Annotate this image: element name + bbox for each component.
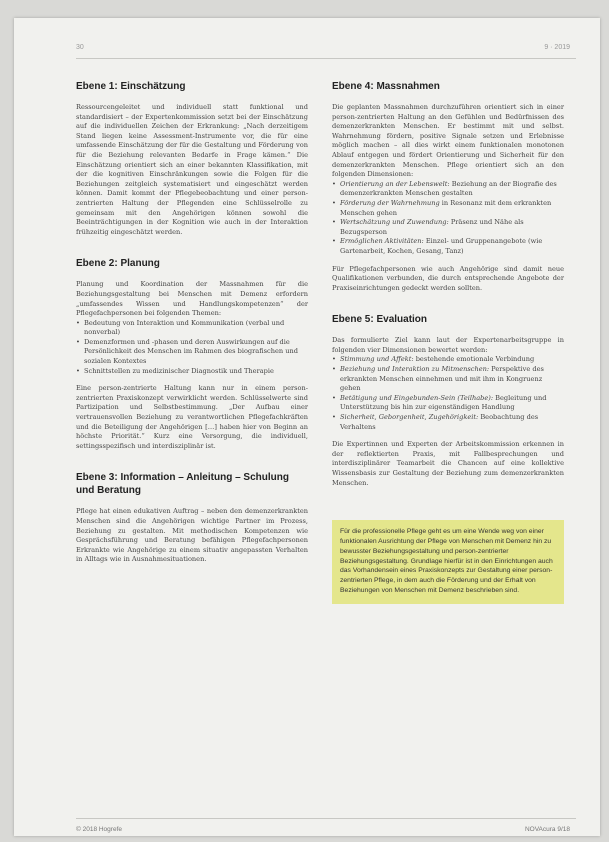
ebene5-list: [332, 355, 564, 432]
ebene2-list: [76, 319, 308, 377]
list-item: • Ermöglichen Aktivitäten: Einzel- und Gruppenangebote (wie Gartenarbeit, Kochen, Gesang, Tanz): [332, 237, 564, 256]
ebene2-paragraph-2: Eine person-zentrierte Haltung kann nur in einem person-zentrierten Praxiskonzept verwirklicht werden. Schlüsselwerte sind Partizipation und Selbstbestimmung. „Der Aufbau einer vertrauensvollen Beziehung zu verantwortlichen Pflegefachkräften und die Beteiligung der Angehörigen […] haben hier von Beginn an höchste Priorität.“ Kurz eine Versorgung, die individuell, settingsspezifisch und interdisziplinär ist.: [76, 384, 308, 450]
ebene5-heading: Ebene 5: Evaluation: [332, 314, 428, 326]
ebene4-heading: Ebene 4: Massnahmen: [332, 81, 440, 92]
ebene3-heading: Ebene 3: Information – Anleitung – Schulung und Beratung: [76, 472, 289, 497]
ebene3-paragraph: Pflege hat einen edukativen Auftrag – neben den demenzerkrankten Menschen sind die Angehörigen wichtige Partner im Prozess, Beziehung zu gestalten. Mit methodischen Kompetenzen wie Gesprächsführung und Beratung befähigen Pflegefachpersonen Erkrankte wie Angehörige zu einem situativ angepassten Verhalten in Alltags wie in Ausnahmesituationen.: [76, 507, 308, 564]
list-item: • Beziehung und Interaktion zu Mitmenschen: Perspektive des erkrankten Menschen einnehmen und mit ihm in Kongruenz gehen: [332, 365, 564, 394]
left-column: [76, 62, 308, 565]
list-item: • Sicherheit, Geborgenheit, Zugehörigkeit: Beobachtung des Verhaltens: [332, 413, 564, 432]
page-header-label: 9 · 2019: [544, 44, 570, 51]
list-item: • Orientierung an der Lebenswelt: Beziehung an der Biografie des demenzerkrankten Menschen gestalten: [332, 180, 564, 199]
list-item: • Schnittstellen zu medizinischer Diagnostik und Therapie: [76, 367, 308, 377]
list-item: • Wertschätzung und Zuwendung: Präsenz und Nähe als Bezugsperson: [332, 218, 564, 237]
list-item: • Stimmung und Affekt: bestehende emotionale Verbindung: [332, 355, 564, 365]
ebene1-heading: Ebene 1: Einschätzung: [76, 81, 186, 92]
ebene4-paragraph-1: Die geplanten Massnahmen durchzuführen orientiert sich in einer person-zentrierten Haltung an den Gefühlen und Bedürfnissen des demenzerkrankten Menschen. Er bestimmt mit und selbst. Wahrnehmung fördern, positive Signale setzen und Erlebnisse möglich machen – all dies wirkt einem funktionalen monotonen Ablauf entgegen und fördert Orientierung und Sicherheit für den demenzerkrankten Menschen. Pflege orientiert sich an den folgenden Dimensionen:: [332, 103, 564, 179]
ebene1-paragraph: Ressourcengeleitet und individuell statt funktional und standardisiert – der Expertenkommission setzt bei der Einschätzung auf die individuellen Zeichen der Erkrankung: „Nach derzeitigem Stand liegen keine Assessment-Instrumente vor, die für eine umfassende Einschätzung der für die Gestaltung und Förderung von für die Beziehung relevanten Bedarfe in Frage kämen.“ Die Einschätzung orientiert sich an einer bekannten Klassifikation, mit der die kognitiven Einschränkungen sowie die Folgen für die Beziehungen zeitgleich systematisiert und eingeschätzt werden können. Damit kommt der Pflegebeobachtung und einer person-zentrierten Haltung der Pflegenden eine Schlüsselrolle zu gemeinsam mit den Angehörigen können sowohl die Beeinträchtigungen in der Kognition wie auch in der Interaktion frühzeitig eingeschätzt werden.: [76, 103, 308, 236]
ebene5-paragraph-2: Die Expertinnen und Experten der Arbeitskommission erkennen in der reflektierten Praxis, mit Fallbesprechungen und interdisziplinärer Teamarbeit die Chancen auf eine kollektive Wissensbasis zur Gestaltung der Beziehung zum demenzerkrankten Menschen.: [332, 440, 564, 487]
list-item: • Förderung der Wahrnehmung in Resonanz mit dem erkrankten Menschen gehen: [332, 199, 564, 218]
footer-journal: NOVAcura 9/18: [524, 826, 570, 833]
document-page: [14, 18, 600, 836]
ebene2-heading: Ebene 2: Planung: [76, 258, 160, 270]
footer-rule: [76, 818, 576, 819]
list-item: • Bedeutung von Interaktion und Kommunikation (verbal und nonverbal): [76, 319, 308, 338]
page-number: 30: [76, 44, 84, 51]
list-item: • Demenzformen und -phasen und deren Auswirkungen auf die Persönlichkeit des Menschen im Rahmen des biografischen und sozialen Kontextes: [76, 338, 308, 367]
header-rule: [76, 58, 576, 59]
highlight-box-text: Für die professionelle Pflege geht es um eine Wende weg von einer funktionalen Ausrichtung der Pflege von Menschen mit Demenz hin zu bewusster Beziehungsgestaltung und person-zentrierter Beziehungsgestaltung. Grundlage hierfür ist in den Einrichtungen auch das Vorhandensein eines Praxiskonzepts zur Gestaltung einer person-zentrierten Pflege, in dem auch die Förderung und der Erhalt von Beziehungen von Menschen mit Demenz beschrieben sind.: [340, 528, 553, 594]
ebene4-list: [332, 180, 564, 257]
list-item: • Betätigung und Eingebunden-Sein (Teilhabe): Begleitung und Unterstützung bis hin zur eigenständigen Handlung: [332, 394, 564, 413]
ebene2-paragraph-1: Planung und Koordination der Massnahmen für die Beziehungsgestaltung bei Menschen mit Demenz erfordern „umfassendes Wissen und Handlungskompetenzen“ der Pflegefachpersonen bei folgenden Themen:: [76, 280, 308, 318]
ebene4-paragraph-2: Für Pflegefachpersonen wie auch Angehörige sind damit neue Qualifikationen verbunden, die durch entsprechende Angebote der Praxiseinrichtungen gedeckt werden sollten.: [332, 264, 564, 292]
highlight-box: [332, 520, 564, 604]
ebene5-paragraph-1: Das formulierte Ziel kann laut der Expertenarbeitsgruppe in folgenden vier Dimensionen bewertet werden:: [332, 336, 564, 354]
right-column: [332, 62, 564, 604]
footer-copyright: © 2018 Hogrefe: [76, 826, 122, 833]
